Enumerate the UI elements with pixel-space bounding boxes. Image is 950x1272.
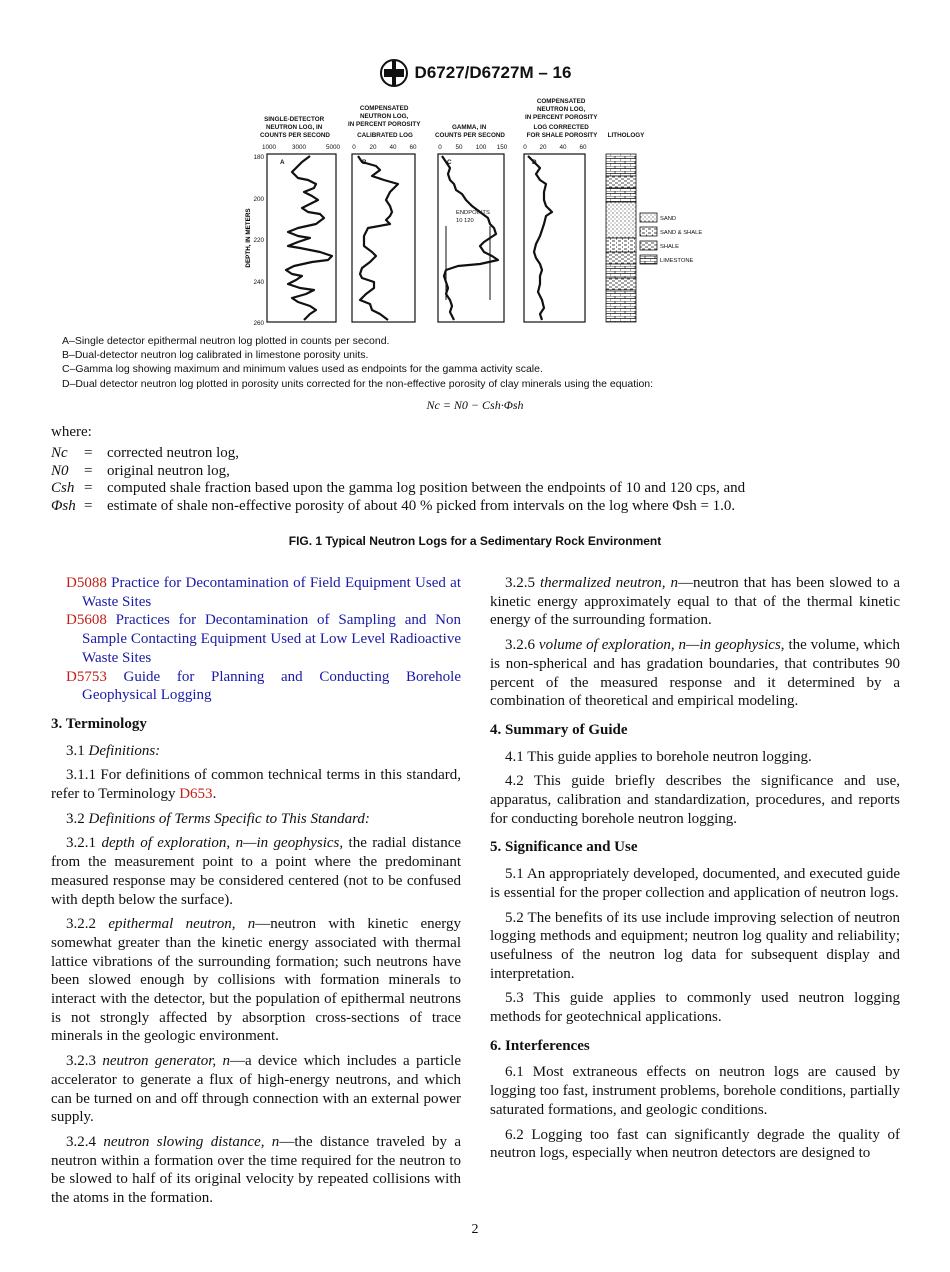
page-number: 2 [471, 1222, 479, 1237]
figure-title: FIG. 1 Typical Neutron Logs for a Sedimentary Rock Environment [288, 534, 662, 548]
legend-swatch-limestone [640, 255, 657, 264]
section-heading: 3. Terminology [51, 715, 147, 732]
paragraph: 3.2.3 neutron generator, n—a device which includes a particle accelerator to generate a flux of high-energy neutrons, and which can be turned on and off through connection with an external power supply. [51, 1053, 462, 1126]
paragraph: 4.1 This guide applies to borehole neutron logging. [505, 748, 812, 765]
where-label: where: [51, 424, 92, 440]
reference-code-link[interactable]: D5608 [66, 612, 107, 629]
definition-text: corrected neutron log, [107, 445, 240, 461]
tick-label: 60 [579, 144, 587, 151]
document-header [0, 58, 950, 88]
reference-item [51, 668, 461, 705]
definition-symbol: Φsh [51, 497, 76, 514]
reference-item [51, 574, 461, 611]
paragraph: 3.2 Definitions of Terms Specific to This Standard: [66, 810, 370, 827]
depth-tick: 180 [253, 154, 264, 161]
reference-code-link[interactable]: D5088 [66, 575, 107, 591]
tick-label: 0 [523, 144, 527, 151]
section-heading: 6. Interferences [490, 1037, 590, 1054]
endpoints-values: 10 120 [456, 218, 474, 224]
caption-a: A–Single detector epithermal neutron log plotted in counts per second. [62, 335, 390, 347]
definition-row [51, 480, 745, 498]
tick-label: 20 [369, 144, 377, 151]
definition-equals: = [84, 445, 93, 461]
tick-label: 0 [438, 144, 442, 151]
depth-tick: 220 [253, 237, 264, 244]
paragraph: 3.2.5 thermalized neutron, n—neutron that has been slowed to a kinetic energy approximately equal to that of the thermal kinetic energy of the surrounding formation. [490, 575, 901, 629]
right-column [490, 574, 900, 1169]
figure-captions [62, 334, 653, 391]
lithology-title: LITHOLOGY [607, 132, 645, 139]
paragraph: 5.1 An appropriately developed, documented, and executed guide is essential for the proper collection and application of neutron logs. [490, 866, 900, 901]
tick-label: 60 [409, 144, 417, 151]
track-d-frame [524, 154, 585, 322]
definition-text: original neutron log, [107, 462, 230, 479]
definition-symbol: Nc [51, 445, 68, 461]
paragraph: 3.2.4 neutron slowing distance, n—the distance traveled by a neutron within a formation over the time required for the neutron to be slowed to half of its original velocity by repeated collisions with the atoms in the formation. [51, 1133, 462, 1207]
definitions-list [51, 445, 745, 515]
endpoints-label: ENDPOINTS [456, 210, 490, 216]
legend-swatch-sand [640, 213, 657, 222]
tick-label: 20 [539, 144, 547, 151]
tick-label: 0 [352, 144, 356, 151]
track-a-title: SINGLE-DETECTOR NEUTRON LOG, IN COUNTS PER SECOND [260, 116, 330, 139]
reference-title[interactable]: Practice for Decontamination of Field Equipment Used at Waste Sites [82, 575, 461, 610]
paragraph: 6.2 Logging too fast can significantly degrade the quality of neutron logs, especially when neutron detectors are designed to [490, 1126, 900, 1162]
legend-label: LIMESTONE [660, 258, 694, 264]
tick-label: 40 [559, 144, 567, 151]
track-c-title: GAMMA, IN COUNTS PER SECOND [435, 124, 505, 139]
track-b-letter: B [362, 159, 367, 166]
track-a-letter: A [280, 159, 285, 166]
track-d-letter: D [532, 159, 537, 166]
log-curve-a [286, 156, 332, 320]
section-heading: 5. Significance and Use [490, 839, 638, 856]
reference-code-link[interactable]: D5753 [66, 668, 107, 685]
definition-text: estimate of shale non-effective porosity of about 40 % picked from intervals on the log where Φsh = 1.0. [107, 497, 736, 514]
tick-label: 150 [496, 144, 508, 151]
legend-label: SAND [660, 216, 677, 222]
definition-row [51, 498, 745, 516]
legend-label: SAND & SHALE [660, 230, 703, 236]
definition-equals: = [84, 462, 93, 479]
paragraph: 5.3 This guide applies to commonly used neutron logging methods for geotechnical applications. [490, 990, 900, 1026]
paragraph: 3.2.2 epithermal neutron, n—neutron with kinetic energy somewhat greater than the kinetic energy associated with thermal lattice vibrations of the surrounding formation; such neutrons have been slowed enough by collisions with formation minerals to interact with the detector, but the population of epithermal neutrons is not strongly affected by absorption cross-sections of trace minerals in the geologic environment. [51, 916, 462, 1045]
log-curve-d [528, 156, 552, 320]
tick-label: 3000 [291, 144, 307, 151]
reference-title[interactable]: Practices for Decontamination of Sampling and Non Sample Contacting Equipment Used at Low Level Radioactive Waste Sites [82, 612, 462, 666]
reference-item [51, 611, 461, 667]
legend-swatch-sand-shale [640, 227, 657, 236]
caption-d: D–Dual detector neutron log plotted in porosity units corrected for the non-effective porosity of clay minerals using the equation: [62, 377, 654, 390]
equation: Nc = N0 − Csh·Φsh [426, 398, 524, 412]
depth-tick: 200 [253, 196, 264, 203]
paragraph: 4.2 This guide briefly describes the significance and use, apparatus, calibration and standardization, procedures, and reports for conducting borehole neutron logging. [490, 773, 900, 827]
definition-text: computed shale fraction based upon the gamma log position between the endpoints of 10 and 120 cps, and [107, 480, 746, 496]
track-b-title: COMPENSATED NEUTRON LOG, IN PERCENT POROSITY CALIBRATED LOG [347, 105, 421, 139]
legend-swatch-shale [640, 241, 657, 250]
paragraph: 3.2.6 volume of exploration, n—in geophysics, the volume, which is non-spherical and has gradation boundaries, that contributes 90 percent of the measured response and it determined by a combination of theoretical and empirical modeling. [490, 637, 900, 710]
tick-label: 40 [389, 144, 397, 151]
left-column [51, 574, 461, 1214]
depth-axis-label: DEPTH, IN METERS [245, 208, 252, 268]
paragraph: 6.1 Most extraneous effects on neutron logs are caused by logging too fast, instrument problems, borehole conditions, partially saturated formations, and geologic conditions. [490, 1064, 900, 1118]
definition-row [51, 445, 745, 463]
definition-equals: = [84, 497, 93, 514]
track-d-title: COMPENSATED NEUTRON LOG, IN PERCENT POROSITY LOG CORRECTED FOR SHALE POROSITY [524, 98, 598, 139]
log-curve-b [358, 156, 398, 320]
legend-label: SHALE [660, 244, 680, 250]
tick-label: 5000 [325, 144, 341, 151]
designation: D6727/D6727M – 16 [414, 63, 572, 82]
tick-label: 50 [455, 144, 463, 151]
paragraph: 5.2 The benefits of its use include improving selection of neutron logging methods and equipment; neutron log quality and reliability; usefulness of the neutron log data for subsequent display and interpretation. [490, 909, 900, 982]
depth-tick: 240 [253, 279, 264, 286]
track-c-letter: C [447, 159, 452, 166]
section-heading: 4. Summary of Guide [490, 721, 628, 738]
depth-tick: 260 [253, 320, 264, 327]
tick-label: 1000 [261, 144, 277, 151]
caption-b: B–Dual-detector neutron log calibrated in limestone porosity units. [62, 349, 369, 362]
paragraph: 3.1 Definitions: [66, 742, 161, 759]
caption-c: C–Gamma log showing maximum and minimum values used as endpoints for the gamma activity scale. [62, 363, 543, 376]
astm-logo-icon [379, 58, 409, 88]
definition-symbol: N0 [51, 462, 69, 479]
tick-label: 100 [475, 144, 487, 151]
reference-title[interactable]: Guide for Planning and Conducting Borehole Geophysical Logging [82, 668, 461, 704]
neutron-logs-figure [240, 96, 710, 328]
terminology-link[interactable]: D653 [179, 786, 213, 803]
definition-equals: = [84, 480, 93, 496]
paragraph: 3.2.1 depth of exploration, n—in geophysics, the radial distance from the measurement point to a point where the predominant measured response may be considered centered (not to be confused with depth below the surface). [51, 835, 462, 908]
lithology-column [606, 154, 636, 322]
definition-symbol: Csh [51, 480, 75, 496]
definition-row [51, 463, 745, 481]
paragraph: 3.1.1 For definitions of common technical terms in this standard, refer to Terminology D653. [51, 767, 461, 803]
